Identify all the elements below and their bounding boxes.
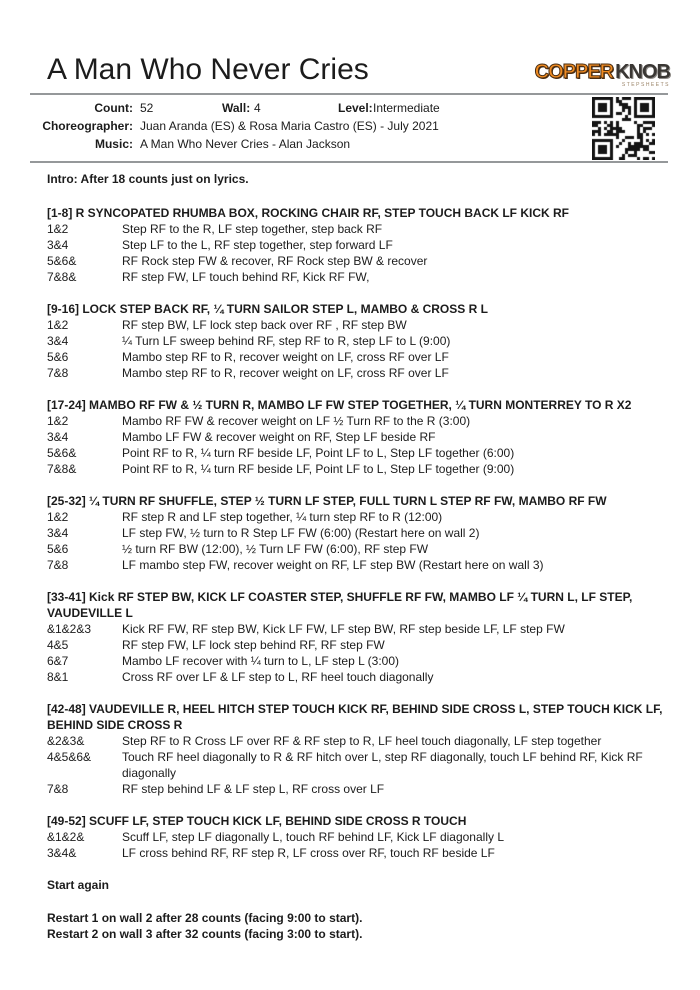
restart-note-1: Restart 1 on wall 2 after 28 counts (facing 9:00 to start). <box>47 911 363 925</box>
step-row <box>47 413 668 429</box>
step-count: 1&2 <box>47 222 69 236</box>
step-description: Touch RF heel diagonally to R & RF hitch over L, step RF diagonally, touch LF behind RF, Kick RF diagonally <box>122 750 643 780</box>
section-steps <box>47 621 668 685</box>
step-description: ¼ Turn LF sweep behind RF, step RF to R, step LF to L (9:00) <box>122 334 451 348</box>
level-value: Intermediate <box>373 101 440 115</box>
logo-knob-text: KNOB <box>615 61 670 83</box>
step-description: Step RF to R Cross LF over RF & RF step to R, LF heel touch diagonally, LF step together <box>122 734 602 748</box>
dance-section <box>47 301 668 381</box>
step-count: 5&6 <box>47 542 69 556</box>
step-row <box>47 365 668 381</box>
step-row <box>47 221 668 237</box>
step-description: ½ turn RF BW (12:00), ½ Turn LF FW (6:00), RF step FW <box>122 542 429 556</box>
step-row <box>47 509 668 525</box>
step-row <box>47 525 668 541</box>
step-count: 7&8 <box>47 366 69 380</box>
section-heading: [17-24] MAMBO RF FW & ½ TURN R, MAMBO LF FW STEP TOGETHER, ¼ TURN MONTERREY TO R X2 <box>47 398 632 412</box>
step-count: 3&4 <box>47 334 69 348</box>
step-description: Step LF to the L, RF step together, step forward LF <box>122 238 393 252</box>
section-steps <box>47 733 668 797</box>
step-count: 1&2 <box>47 414 69 428</box>
meta-row-music <box>0 136 590 154</box>
step-description: Mambo LF recover with ¼ turn to L, LF step L (3:00) <box>122 654 400 668</box>
step-count: &1&2& <box>47 830 85 844</box>
step-description: RF step R and LF step together, ¼ turn step RF to R (12:00) <box>122 510 443 524</box>
section-steps <box>47 221 668 285</box>
step-row <box>47 349 668 365</box>
copperknob-logo <box>535 62 670 88</box>
step-description: RF step behind LF & LF step L, RF cross over LF <box>122 782 385 796</box>
section-steps <box>47 509 668 573</box>
step-row <box>47 269 668 285</box>
step-row <box>47 541 668 557</box>
step-description: LF cross behind RF, RF step R, LF cross over RF, touch RF beside LF <box>122 846 495 860</box>
start-again-note: Start again <box>47 878 110 892</box>
dance-section <box>47 493 668 573</box>
section-heading: [42-48] VAUDEVILLE R, HEEL HITCH STEP TOUCH KICK RF, BEHIND SIDE CROSS L, STEP TOUCH KICK LF, BEHIND SIDE CROSS R <box>47 702 663 732</box>
step-row <box>47 621 668 637</box>
step-count: 5&6 <box>47 350 69 364</box>
step-description: Mambo step RF to R, recover weight on LF, cross RF over LF <box>122 366 449 380</box>
step-count: 3&4& <box>47 846 77 860</box>
step-description: RF Rock step FW & recover, RF Rock step BW & recover <box>122 254 428 268</box>
step-count: 5&6& <box>47 446 77 460</box>
step-count: 3&4 <box>47 526 69 540</box>
step-description: Cross RF over LF & LF step to L, RF heel touch diagonally <box>122 670 434 684</box>
step-count: 5&6& <box>47 254 77 268</box>
dance-section <box>47 205 668 285</box>
music-label: Music: <box>94 137 133 151</box>
page-title: A Man Who Never Cries <box>47 53 369 86</box>
logo-knob-block <box>615 62 670 88</box>
section-steps <box>47 413 668 477</box>
stepsheet-body <box>47 171 668 942</box>
meta-row-choreographer <box>0 118 590 136</box>
meta-block <box>0 100 590 154</box>
step-count: 1&2 <box>47 510 69 524</box>
dance-section <box>47 397 668 477</box>
step-count: 8&1 <box>47 670 69 684</box>
header-divider-top <box>30 93 668 95</box>
step-row <box>47 749 668 781</box>
step-count: 4&5 <box>47 638 69 652</box>
step-description: Point RF to R, ¼ turn RF beside LF, Point LF to L, Step LF together (6:00) <box>122 446 515 460</box>
step-description: Mambo LF FW & recover weight on RF, Step LF beside RF <box>122 430 436 444</box>
step-description: Step RF to the R, LF step together, step back RF <box>122 222 383 236</box>
choreographer-label: Choreographer: <box>42 119 133 133</box>
step-row <box>47 653 668 669</box>
music-value: A Man Who Never Cries - Alan Jackson <box>140 137 351 151</box>
step-row <box>47 829 668 845</box>
step-description: RF step FW, LF lock step behind RF, RF step FW <box>122 638 385 652</box>
step-row <box>47 237 668 253</box>
step-row <box>47 317 668 333</box>
meta-row-counts <box>0 100 590 118</box>
step-description: Mambo step RF to R, recover weight on LF, cross RF over LF <box>122 350 449 364</box>
step-row <box>47 637 668 653</box>
step-row <box>47 557 668 573</box>
section-heading: [33-41] Kick RF STEP BW, KICK LF COASTER STEP, SHUFFLE RF FW, MAMBO LF ¼ TURN L, LF STEP, VAUDEVILLE L <box>47 590 633 620</box>
step-count: 7&8 <box>47 782 69 796</box>
section-heading: [49-52] SCUFF LF, STEP TOUCH KICK LF, BEHIND SIDE CROSS R TOUCH <box>47 814 467 828</box>
restart-note-2: Restart 2 on wall 3 after 32 counts (facing 3:00 to start). <box>47 927 363 941</box>
step-description: LF step FW, ½ turn to R Step LF FW (6:00) (Restart here on wall 2) <box>122 526 480 540</box>
step-description: Kick RF FW, RF step BW, Kick LF FW, LF step BW, RF step beside LF, LF step FW <box>122 622 565 636</box>
section-heading: [25-32] ¼ TURN RF SHUFFLE, STEP ½ TURN LF STEP, FULL TURN L STEP RF FW, MAMBO RF FW <box>47 494 607 508</box>
step-row <box>47 733 668 749</box>
step-row <box>47 253 668 269</box>
step-description: LF mambo step FW, recover weight on RF, LF step BW (Restart here on wall 3) <box>122 558 544 572</box>
step-description: Scuff LF, step LF diagonally L, touch RF behind LF, Kick LF diagonally L <box>122 830 504 844</box>
step-row <box>47 333 668 349</box>
step-row <box>47 461 668 477</box>
step-count: 7&8 <box>47 558 69 572</box>
dance-section <box>47 701 668 797</box>
section-steps <box>47 317 668 381</box>
choreographer-value: Juan Aranda (ES) & Rosa Maria Castro (ES) - July 2021 <box>140 119 439 133</box>
step-count: 4&5&6& <box>47 750 92 764</box>
qr-code-icon <box>592 97 655 160</box>
logo-copper-text: COPPER <box>534 61 614 83</box>
step-description: RF step FW, LF touch behind RF, Kick RF FW, <box>122 270 370 284</box>
step-count: 7&8& <box>47 270 77 284</box>
section-steps <box>47 829 668 861</box>
section-heading: [1-8] R SYNCOPATED RHUMBA BOX, ROCKING CHAIR RF, STEP TOUCH BACK LF KICK RF <box>47 206 570 220</box>
step-description: Mambo RF FW & recover weight on LF ½ Turn RF to the R (3:00) <box>122 414 471 428</box>
sections-container <box>47 205 668 861</box>
step-description: Point RF to R, ¼ turn RF beside LF, Point LF to L, Step LF together (9:00) <box>122 462 515 476</box>
step-count: 6&7 <box>47 654 69 668</box>
step-count: 3&4 <box>47 430 69 444</box>
step-row <box>47 845 668 861</box>
step-count: &1&2&3 <box>47 622 92 636</box>
step-count: 7&8& <box>47 462 77 476</box>
level-label: Level: <box>338 101 373 115</box>
step-row <box>47 669 668 685</box>
dance-section <box>47 589 668 685</box>
logo-tagline: STEPSHEETS <box>621 82 670 88</box>
intro-note: Intro: After 18 counts just on lyrics. <box>47 172 249 186</box>
step-count: &2&3& <box>47 734 85 748</box>
dance-section <box>47 813 668 861</box>
section-heading: [9-16] LOCK STEP BACK RF, ¼ TURN SAILOR STEP L, MAMBO & CROSS R L <box>47 302 488 316</box>
step-description: RF step BW, LF lock step back over RF , RF step BW <box>122 318 407 332</box>
wall-label: Wall: <box>222 101 251 115</box>
count-value: 52 <box>140 101 154 115</box>
header-divider-bottom <box>30 161 668 163</box>
step-row <box>47 429 668 445</box>
restart-notes <box>47 910 668 942</box>
step-count: 1&2 <box>47 318 69 332</box>
step-count: 3&4 <box>47 238 69 252</box>
count-label: Count: <box>94 101 133 115</box>
wall-value: 4 <box>254 101 261 115</box>
step-row <box>47 445 668 461</box>
step-row <box>47 781 668 797</box>
